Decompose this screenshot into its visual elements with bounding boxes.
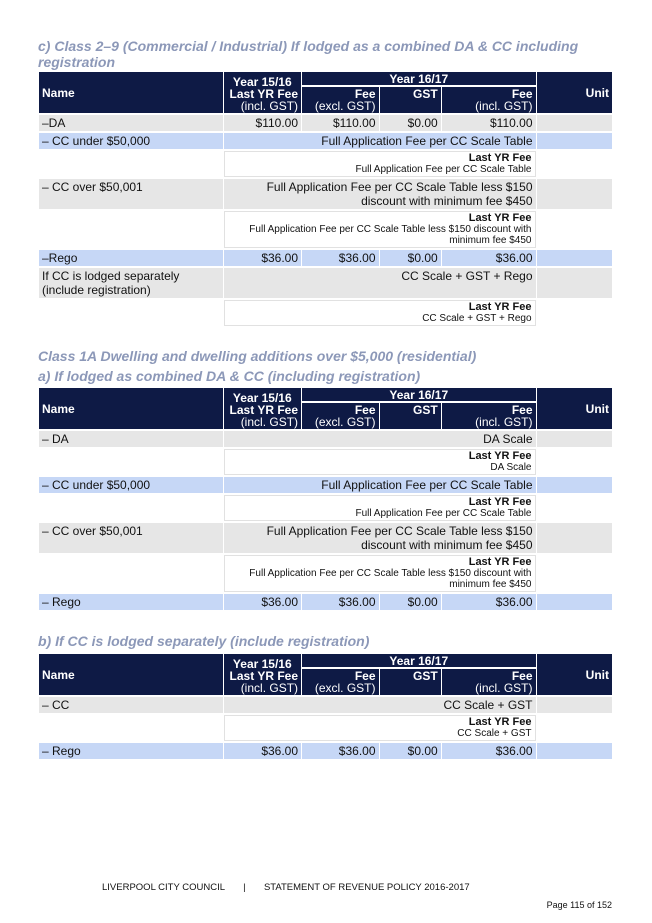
table-header-row [39, 654, 612, 667]
row-name: – Rego [39, 594, 223, 610]
last-yr-fee-row [39, 449, 612, 475]
row-name: – Rego [39, 743, 223, 759]
row-name: – CC over $50,001 [39, 179, 223, 209]
row-name: – CC [39, 697, 223, 713]
col-header-gst: GST [380, 87, 441, 113]
row-name: – DA [39, 431, 223, 447]
fee-incl-gst: $36.00 [442, 743, 536, 759]
col-header-last-yr-fee: Year 15/16 Last YR Fee (incl. GST) [224, 654, 301, 695]
col-header-year-16-17: Year 16/17 [302, 388, 535, 401]
row-name: If CC is lodged separately (include registration) [39, 268, 223, 298]
table-row [39, 250, 612, 266]
last-yr-fee-note: Last YR Fee Full Application Fee per CC Scale Table less $150 discount with minimum fee $450 [224, 211, 536, 248]
section-heading-class-1a: Class 1A Dwelling and dwelling additions over $5,000 (residential) [38, 348, 477, 364]
unit-cell [537, 431, 613, 447]
fee-description: DA Scale [224, 431, 536, 447]
last-yr-fee-row [39, 715, 612, 741]
unit-cell [537, 697, 613, 713]
col-header-fee-incl: Fee (incl. GST) [442, 669, 536, 695]
last-yr-fee-row [39, 495, 612, 521]
table-row [39, 743, 612, 759]
table-row [39, 523, 612, 553]
row-name: – CC over $50,001 [39, 523, 223, 553]
unit-cell [537, 133, 613, 149]
fee-description: CC Scale + GST + Rego [224, 268, 536, 298]
fee-description: Full Application Fee per CC Scale Table less $150 discount with minimum fee $450 [224, 523, 536, 553]
col-header-name: Name [39, 654, 223, 695]
last-yr-fee-note: Last YR Fee CC Scale + GST [224, 715, 536, 741]
last-yr-fee: $36.00 [224, 250, 301, 266]
table-row [39, 179, 612, 209]
col-header-fee-excl: Fee (excl. GST) [302, 669, 378, 695]
unit-cell [537, 179, 613, 209]
table-row [39, 594, 612, 610]
section-heading-class-2-9: c) Class 2–9 (Commercial / Industrial) If lodged as a combined DA & CC including registration [38, 38, 579, 70]
gst-amount: $0.00 [380, 250, 441, 266]
fee-incl-gst: $36.00 [442, 250, 536, 266]
fee-description: Full Application Fee per CC Scale Table [224, 477, 536, 493]
col-header-unit: Unit [537, 654, 613, 695]
fee-excl-gst: $36.00 [302, 250, 378, 266]
table-header-row [39, 72, 612, 85]
row-name: – CC under $50,000 [39, 133, 223, 149]
fee-excl-gst: $36.00 [302, 743, 378, 759]
unit-cell [537, 477, 613, 493]
fee-incl-gst: $36.00 [442, 594, 536, 610]
col-header-name: Name [39, 72, 223, 113]
fee-description: Full Application Fee per CC Scale Table less $150 discount with minimum fee $450 [224, 179, 536, 209]
col-header-fee-excl: Fee (excl. GST) [302, 87, 378, 113]
gst-amount: $0.00 [380, 594, 441, 610]
col-header-unit: Unit [537, 72, 613, 113]
table-row [39, 268, 612, 298]
last-yr-fee: $110.00 [224, 115, 301, 131]
table-row [39, 115, 612, 131]
table-row [39, 431, 612, 447]
last-yr-fee-row [39, 300, 612, 326]
row-name: –Rego [39, 250, 223, 266]
unit-cell [537, 268, 613, 298]
unit-cell [537, 594, 613, 610]
col-header-gst: GST [380, 403, 441, 429]
fee-excl-gst: $36.00 [302, 594, 378, 610]
gst-amount: $0.00 [380, 743, 441, 759]
footer-org: LIVERPOOL CITY COUNCIL [102, 882, 225, 893]
last-yr-fee-row [39, 151, 612, 177]
col-header-fee-incl: Fee (incl. GST) [442, 87, 536, 113]
table-row [39, 133, 612, 149]
gst-amount: $0.00 [380, 115, 441, 131]
fee-table-class-2-9 [38, 70, 613, 328]
fee-table-class-1a-combined [38, 386, 613, 612]
col-header-last-yr-fee: Year 15/16 Last YR Fee (incl. GST) [224, 388, 301, 429]
last-yr-fee-note: Last YR Fee CC Scale + GST + Rego [224, 300, 536, 326]
col-header-gst: GST [380, 669, 441, 695]
col-header-unit: Unit [537, 388, 613, 429]
page-footer [102, 882, 470, 893]
table-header-row [39, 388, 612, 401]
last-yr-fee-row [39, 555, 612, 592]
section-heading-combined: a) If lodged as combined DA & CC (including registration) [38, 368, 421, 384]
fee-excl-gst: $110.00 [302, 115, 378, 131]
col-header-name: Name [39, 388, 223, 429]
last-yr-fee-note: Last YR Fee Full Application Fee per CC Scale Table [224, 151, 536, 177]
unit-cell [537, 523, 613, 553]
fee-incl-gst: $110.00 [442, 115, 536, 131]
footer-separator: | [243, 882, 246, 893]
page-number: Page 115 of 152 [546, 900, 612, 910]
col-header-fee-excl: Fee (excl. GST) [302, 403, 378, 429]
row-name: –DA [39, 115, 223, 131]
table-row [39, 477, 612, 493]
last-yr-fee-row [39, 211, 612, 248]
row-name: – CC under $50,000 [39, 477, 223, 493]
fee-table-class-1a-cc-separate [38, 652, 613, 761]
last-yr-fee-note: Last YR Fee DA Scale [224, 449, 536, 475]
col-header-year-16-17: Year 16/17 [302, 654, 535, 667]
unit-cell [537, 115, 613, 131]
unit-cell [537, 250, 613, 266]
table-row [39, 697, 612, 713]
col-header-year-16-17: Year 16/17 [302, 72, 535, 85]
last-yr-fee: $36.00 [224, 743, 301, 759]
last-yr-fee-note: Last YR Fee Full Application Fee per CC Scale Table [224, 495, 536, 521]
col-header-last-yr-fee: Year 15/16 Last YR Fee (incl. GST) [224, 72, 301, 113]
unit-cell [537, 743, 613, 759]
last-yr-fee: $36.00 [224, 594, 301, 610]
section-heading-cc-separately: b) If CC is lodged separately (include registration) [38, 633, 370, 649]
col-header-fee-incl: Fee (incl. GST) [442, 403, 536, 429]
fee-description: CC Scale + GST [224, 697, 536, 713]
footer-document: STATEMENT OF REVENUE POLICY 2016-2017 [263, 882, 470, 893]
fee-description: Full Application Fee per CC Scale Table [224, 133, 536, 149]
last-yr-fee-note: Last YR Fee Full Application Fee per CC Scale Table less $150 discount with minimum fee $450 [224, 555, 536, 592]
